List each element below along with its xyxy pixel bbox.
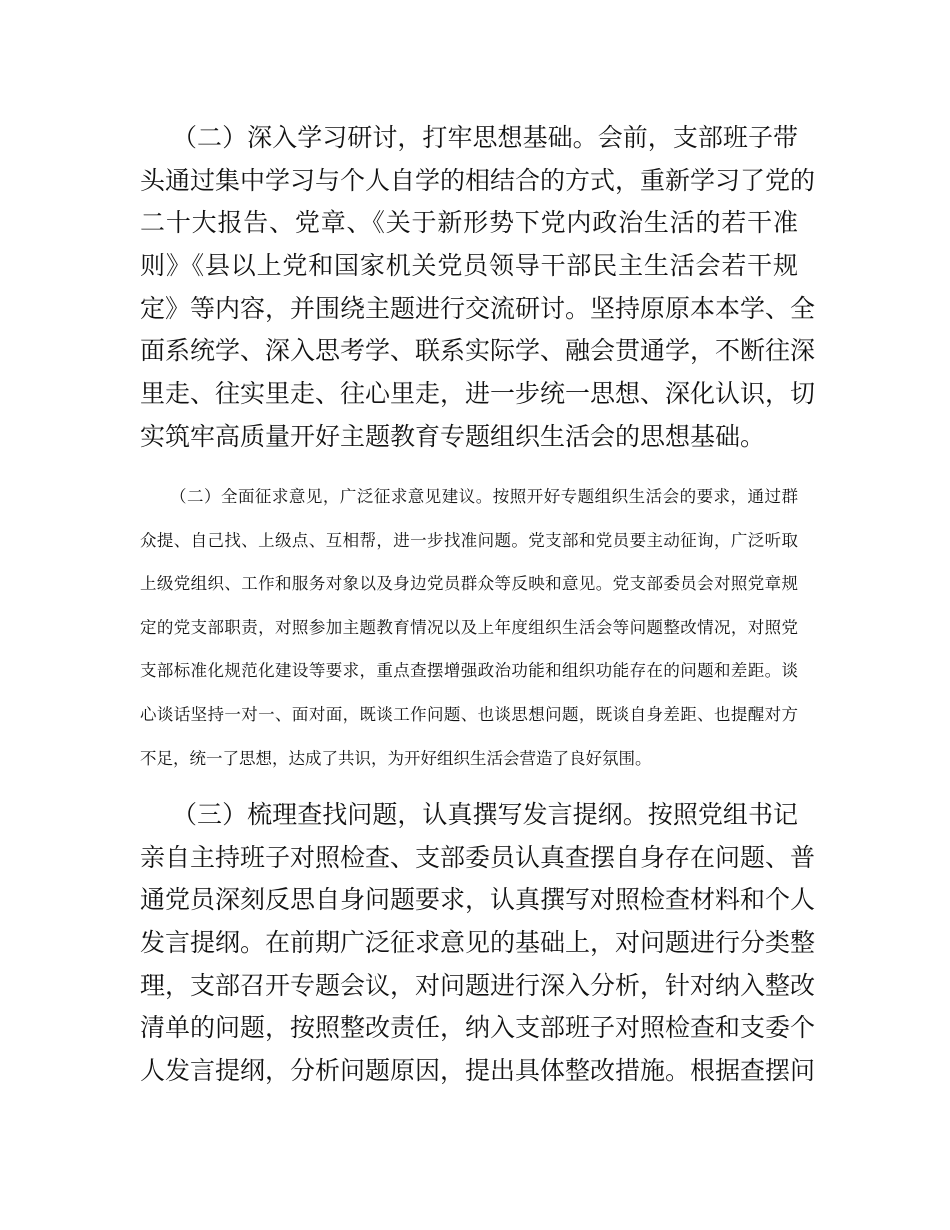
text-line: 上级党组织、工作和服务对象以及身边党员群众等反映和意见。党支部委员会对照党章规 [140, 574, 798, 594]
text-line: 不足，统一了思想，达成了共识，为开好组织生活会营造了良好氛围。 [140, 748, 652, 768]
text-line: 则》《县以上党和国家机关党员领导干部民主生活会若干规 [140, 251, 798, 281]
text-line: 发言提纲。在前期广泛征求意见的基础上，对问题进行分类整 [140, 928, 816, 958]
text-line: （二）深入学习研讨，打牢思想基础。会前，支部班子带 [172, 123, 798, 152]
text-line: 面系统学、深入思考学、联系实际学、融会贯通学，不断往深 [140, 336, 816, 366]
text-line: 理，支部召开专题会议，对问题进行深入分析，针对纳入整改 [140, 970, 816, 1000]
paragraph-identify-problems [140, 794, 816, 1093]
text-line: 二十大报告、党章、《关于新形势下党内政治生活的若干准 [140, 208, 798, 238]
text-line: 人发言提纲，分析问题原因，提出具体整改措施。根据查摆问 [140, 1056, 816, 1086]
text-line: 亲自主持班子对照检查、支部委员认真查摆自身存在问题、普 [140, 842, 816, 872]
text-line: （二）全面征求意见，广泛征求意见建议。按照开好专题组织生活会的要求，通过群 [170, 487, 798, 506]
text-line: 头通过集中学习与个人自学的相结合的方式，重新学习了党的 [140, 165, 816, 195]
text-line: 支部标准化规范化建设等要求，重点查摆增强政治功能和组织功能存在的问题和差距。谈 [140, 661, 798, 681]
text-line: 清单的问题，按照整改责任，纳入支部班子对照检查和支委个 [140, 1013, 816, 1043]
text-line: 心谈话坚持一对一、面对面，既谈工作问题、也谈思想问题，既谈自身差距、也提醒对方 [140, 704, 798, 724]
text-line: （三）梳理查找问题，认真撰写发言提纲。按照党组书记 [172, 800, 798, 829]
text-line: 通党员深刻反思自身问题要求，认真撰写对照检查材料和个人 [140, 885, 816, 915]
paragraph-solicit-opinions [140, 475, 798, 780]
text-line: 定的党支部职责，对照参加主题教育情况以及上年度组织生活会等问题整改情况，对照党 [140, 617, 798, 637]
text-line: 众提、自己找、上级点、互相帮，进一步找准问题。党支部和党员要主动征询，广泛听取 [140, 530, 798, 550]
text-line: 实筑牢高质量开好主题教育专题组织生活会的思想基础。 [140, 421, 766, 451]
text-line: 里走、往实里走、往心里走，进一步统一思想、深化认识，切 [140, 379, 816, 409]
text-line: 定》等内容，并围绕主题进行交流研讨。坚持原原本本学、全 [140, 293, 816, 323]
paragraph-study-discussion [140, 117, 816, 459]
